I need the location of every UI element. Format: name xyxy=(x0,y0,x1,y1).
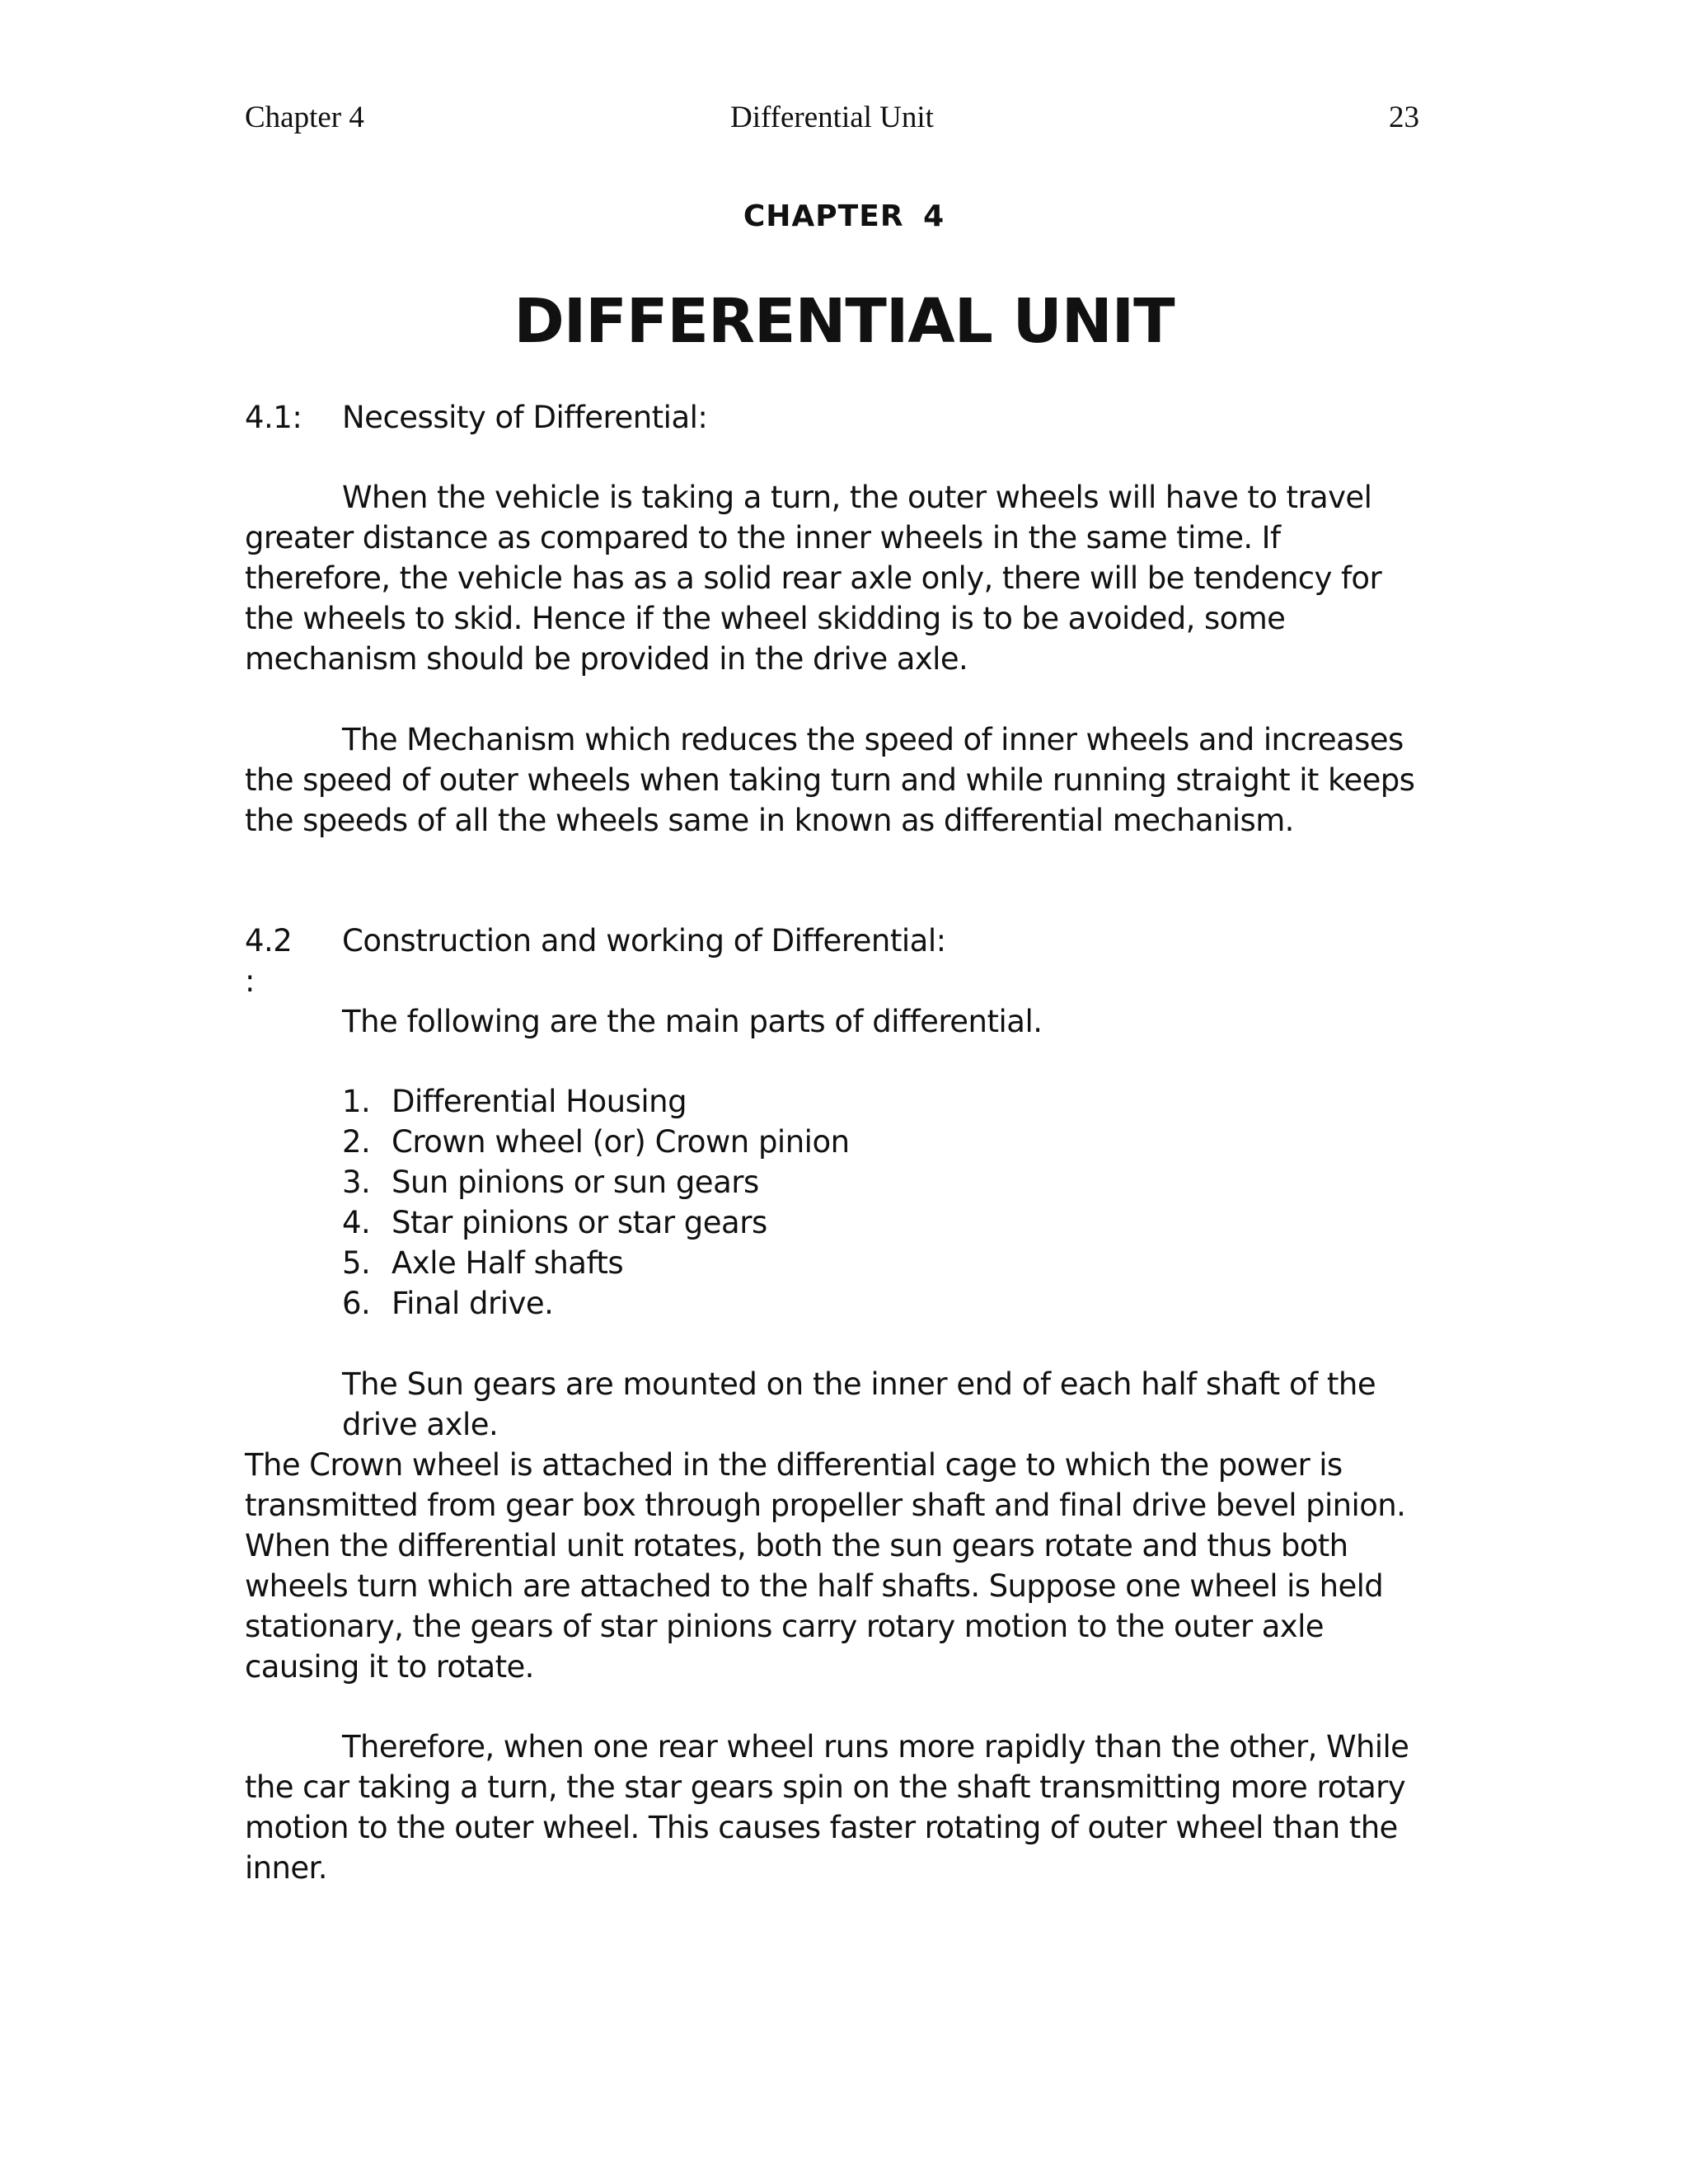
paragraph-mechanism xyxy=(245,719,1432,841)
paragraph-necessity xyxy=(245,477,1432,679)
list-item-number: 2. xyxy=(342,1124,371,1160)
header-title: Differential Unit xyxy=(730,101,934,134)
list-item-number: 4. xyxy=(342,1205,371,1240)
list-item-number: 1. xyxy=(342,1084,371,1119)
paragraph-therefore xyxy=(245,1727,1432,1888)
section-number: 4.1: xyxy=(245,400,302,435)
section-title: Construction and working of Differential: xyxy=(342,923,946,958)
list-item-text: Crown wheel (or) Crown pinion xyxy=(392,1124,850,1160)
list-item-text: Sun pinions or sun gears xyxy=(392,1165,759,1200)
running-header xyxy=(245,97,1419,138)
page-number: 23 xyxy=(1389,101,1419,134)
parts-intro: The following are the main parts of differential. xyxy=(342,1004,1043,1039)
header-chapter: Chapter 4 xyxy=(245,101,364,134)
list-item-number: 6. xyxy=(342,1286,371,1321)
list-item-text: Star pinions or star gears xyxy=(392,1205,767,1240)
paragraph-text: The Crown wheel is attached in the differential cage to which the power is transmitted from gear box through propeller shaft and final drive bevel pinion. When the differential unit rotates, both the sun gears rotate and thus both wheels turn which are attached to the half shafts. Suppose one wheel is held stationary, the gears of star pinions carry rotary motion to the outer axle causing it to rotate. xyxy=(245,1447,1406,1685)
list-item-text: Final drive. xyxy=(392,1286,554,1321)
section-number: 4.2 : xyxy=(245,923,293,999)
chapter-label: CHAPTER 4 xyxy=(743,199,945,233)
list-item-number: 5. xyxy=(342,1245,371,1281)
paragraph-text: Therefore, when one rear wheel runs more rapidly than the other, While the car taking a turn, the star gears spin on the shaft transmitting more rotary motion to the outer wheel. This causes faster rotating of outer wheel than the inner. xyxy=(245,1729,1409,1886)
list-item-text: Axle Half shafts xyxy=(392,1245,624,1281)
paragraph-text: The Mechanism which reduces the speed of inner wheels and increases the speed of outer wheels when taking turn and while running straight it keeps the speeds of all the wheels same in known as differential mechanism. xyxy=(245,722,1415,838)
sun-gears-note: The Sun gears are mounted on the inner end of each half shaft of the drive axle. xyxy=(342,1366,1376,1442)
section-title: Necessity of Differential: xyxy=(342,400,708,435)
chapter-title: DIFFERENTIAL UNIT xyxy=(513,286,1175,357)
list-item-number: 3. xyxy=(342,1165,371,1200)
paragraph-crown-wheel xyxy=(245,1445,1432,1687)
paragraph-text: When the vehicle is taking a turn, the outer wheels will have to travel greater distance as compared to the inner wheels in the same time. If therefore, the vehicle has as a solid rear axle only, there will be tendency for the wheels to skid. Hence if the wheel skidding is to be avoided, some mechanism should be provided in the drive axle. xyxy=(245,480,1382,677)
list-item-text: Differential Housing xyxy=(392,1084,687,1119)
